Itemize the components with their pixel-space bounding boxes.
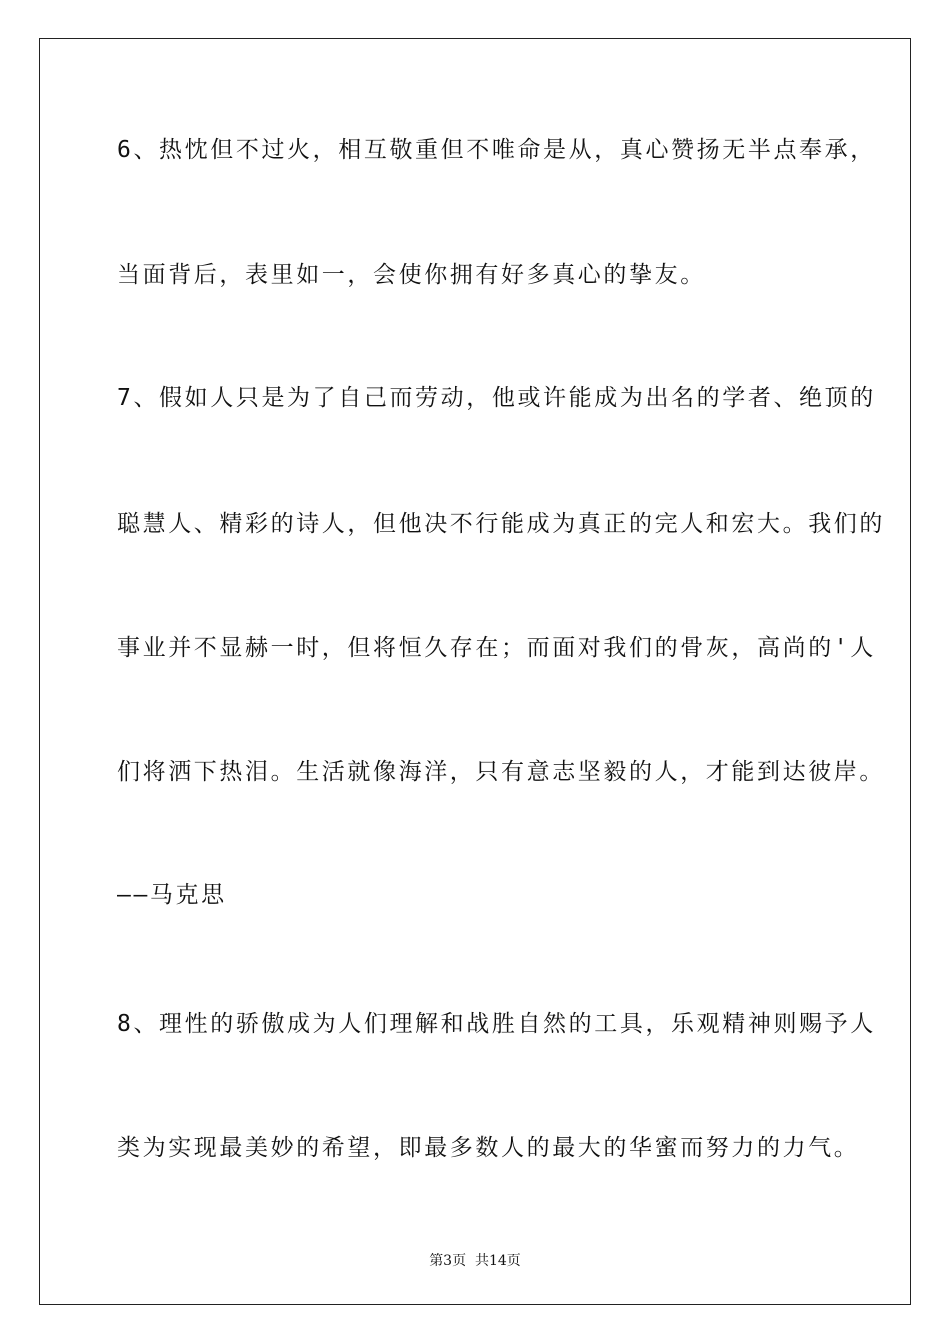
page-footer: 第3页 共14页 — [429, 1253, 521, 1269]
page-border — [39, 38, 911, 1305]
paragraph-line-8: 类为实现最美妙的希望，即最多数人的最大的华蜜而努力的力气。 — [117, 1135, 860, 1161]
quote-attribution: ——马克思 — [117, 882, 227, 908]
paragraph-line-4: 聪慧人、精彩的诗人，但他决不行能成为真正的完人和宏大。我们的 — [117, 511, 885, 537]
paragraph-line-1: 6、热忱但不过火，相互敬重但不唯命是从，真心赞扬无半点奉承， — [117, 137, 876, 163]
paragraph-line-3: 7、假如人只是为了自己而劳动，他或许能成为出名的学者、绝顶的 — [117, 385, 876, 411]
paragraph-line-5: 事业并不显赫一时，但将恒久存在；而面对我们的骨灰，高尚的'人 — [117, 635, 876, 661]
paragraph-line-7: 8、理性的骄傲成为人们理解和战胜自然的工具，乐观精神则赐予人 — [117, 1011, 876, 1037]
paragraph-line-6: 们将洒下热泪。生活就像海洋，只有意志坚毅的人，才能到达彼岸。 — [117, 759, 885, 785]
paragraph-line-2: 当面背后，表里如一，会使你拥有好多真心的挚友。 — [117, 262, 706, 288]
